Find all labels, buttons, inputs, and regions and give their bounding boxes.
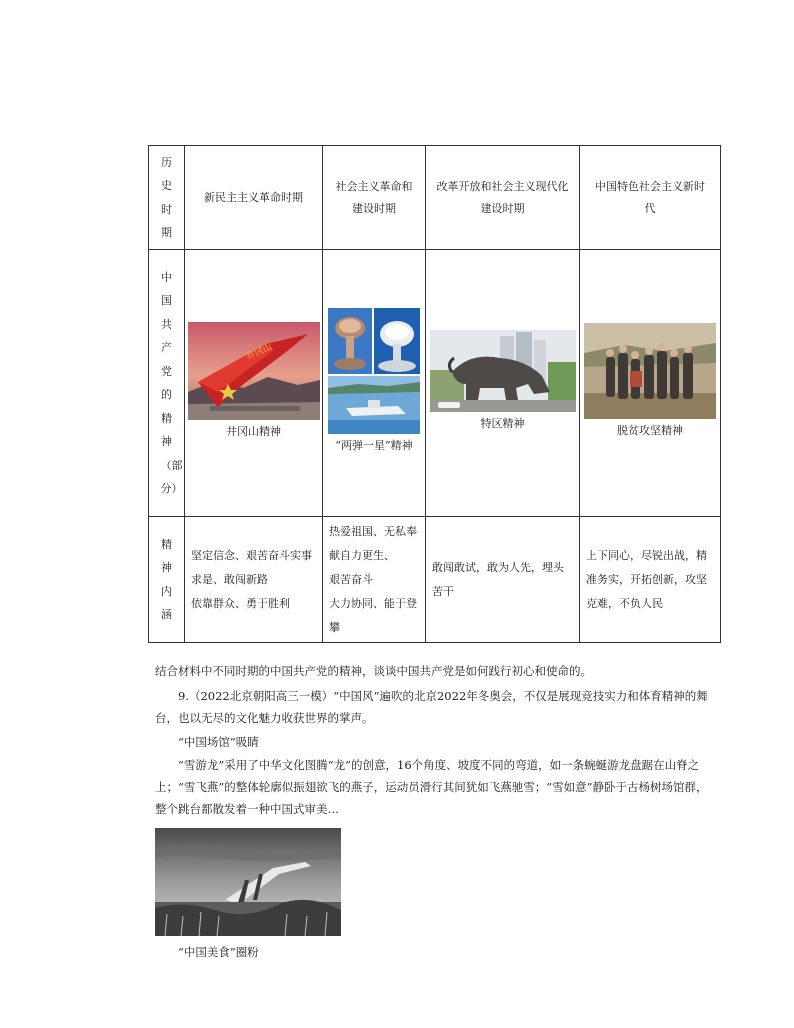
connotation-line: 大力协同、能于登攀 — [329, 596, 417, 634]
period-cell — [323, 146, 426, 250]
connotation-cell — [426, 517, 580, 643]
period-cell — [580, 146, 721, 250]
monument-lettering: 井冈山 — [244, 342, 274, 363]
period-row — [149, 146, 721, 250]
spirit-caption: 脱贫攻坚精神 — [617, 424, 683, 437]
period-name: 改革开放和社会主义现代化建设时期 — [436, 179, 569, 215]
spirit-table — [148, 145, 721, 643]
spirit-caption: “两弹一星”精神 — [335, 439, 413, 452]
period-name: 社会主义革命和建设时期 — [335, 179, 413, 215]
spirit-caption: 特区精神 — [480, 417, 525, 430]
connotation-line: 上下同心，尽锐出战，精准务实，开拓创新，攻坚克难，不负人民 — [586, 548, 707, 610]
spirit-row — [149, 250, 721, 517]
ski-jump-venue-photo — [155, 828, 341, 936]
connotation-row — [149, 517, 721, 643]
connotation-line: 敢闯敢试，敢为人先，埋头苦干 — [432, 560, 564, 598]
spirit-caption: 井冈山精神 — [226, 425, 281, 438]
poverty-alleviation-image — [584, 323, 716, 419]
section-title-venues: “中国场馆”吸睛 — [178, 735, 259, 749]
connotation-line: 热爱祖国、无私奉献自力更生、 — [329, 524, 417, 562]
connotation-cell — [185, 517, 323, 643]
period-name: 新民主主义革命时期 — [204, 190, 303, 204]
connotation-row-label-cell — [149, 517, 185, 643]
connotation-line: 依靠群众、勇于胜利 — [191, 596, 290, 610]
connotation-cell — [323, 517, 426, 643]
section-text-venues: “雪游龙”采用了中华文化图腾“龙”的创意，16个角度、坡度不同的弯道，如一条蜿蜒游龙盘踞在山脊之上；“雪飞燕”的整体轮廓似振翅欲飞的燕子，运动员滑行其间犹如飞燕驰雪；“雪如意”静卧于古杨树场馆群，整个跳台都散发着一种中国式审美… — [155, 758, 708, 816]
spirit-cell — [580, 250, 721, 517]
two-bombs-one-satellite-image — [328, 308, 420, 434]
section-title-food: “中国美食”圈粉 — [178, 945, 259, 959]
spirit-row-label: 中国共产党的精神（部分） — [160, 270, 183, 495]
connotation-line: 艰苦奋斗 — [329, 572, 373, 586]
period-row-label: 历史时期 — [161, 155, 172, 239]
spirit-cell — [323, 250, 426, 517]
connotation-cell — [580, 517, 721, 643]
connotation-line: 坚定信念、艰苦奋斗实事求是、敢闯新路 — [191, 548, 312, 586]
spirit-cell — [185, 250, 323, 517]
period-name: 中国特色社会主义新时代 — [595, 179, 705, 215]
period-cell — [185, 146, 323, 250]
period-row-label-cell — [149, 146, 185, 250]
spirit-row-label-cell — [149, 250, 185, 517]
jinggangshan-monument-image — [188, 322, 320, 420]
question-9: 9.（2022北京朝阳高三一模）“中国风”遍吹的北京2022年冬奥会，不仅是展现竞技实力和体育精神的舞台，也以无尽的文化魅力收获世界的掌声。 — [155, 689, 708, 725]
shenzhen-bull-sculpture-image — [430, 330, 576, 412]
spirit-cell — [426, 250, 580, 517]
connotation-row-label: 精神内涵 — [161, 537, 172, 621]
period-cell — [426, 146, 580, 250]
question-line: 结合材料中不同时期的中国共产党的精神，谈谈中国共产党是如何践行初心和使命的。 — [155, 664, 592, 678]
